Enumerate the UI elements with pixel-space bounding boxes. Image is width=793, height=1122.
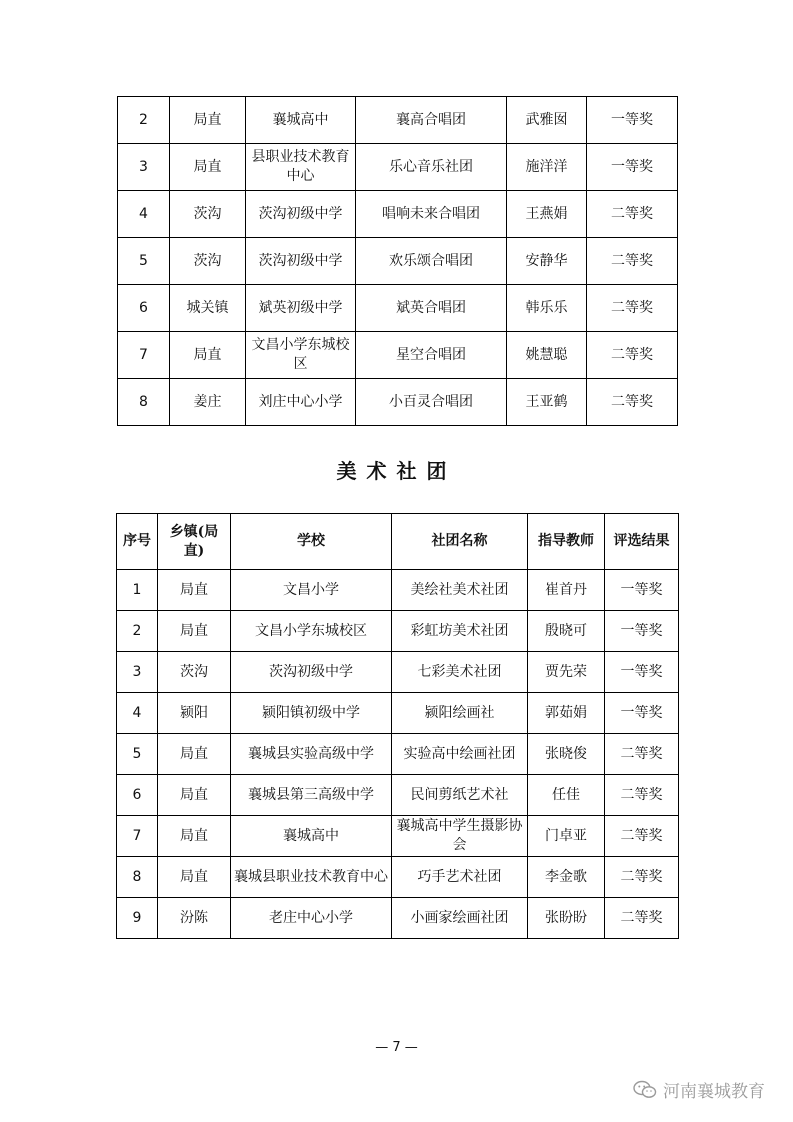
cell-index: 5 bbox=[118, 238, 170, 285]
cell-result: 二等奖 bbox=[605, 816, 679, 857]
header-school: 学校 bbox=[231, 514, 392, 570]
cell-club-name: 斌英合唱团 bbox=[356, 285, 507, 332]
table-row bbox=[118, 191, 678, 238]
cell-index: 1 bbox=[117, 570, 158, 611]
cell-town: 茨沟 bbox=[170, 238, 246, 285]
cell-result: 二等奖 bbox=[587, 332, 678, 379]
table-row bbox=[117, 857, 679, 898]
table-row bbox=[117, 734, 679, 775]
cell-school: 颍阳镇初级中学 bbox=[231, 693, 392, 734]
cell-club-name: 襄城高中学生摄影协会 bbox=[392, 816, 528, 857]
cell-index: 6 bbox=[118, 285, 170, 332]
cell-school: 茨沟初级中学 bbox=[246, 238, 356, 285]
wechat-icon bbox=[633, 1080, 657, 1100]
watermark-text: 河南襄城教育 bbox=[663, 1082, 765, 1102]
cell-club-name: 美绘社美术社团 bbox=[392, 570, 528, 611]
table-row bbox=[118, 332, 678, 379]
cell-club-name: 乐心音乐社团 bbox=[356, 144, 507, 191]
cell-teacher: 张晓俊 bbox=[528, 734, 605, 775]
table-row bbox=[117, 693, 679, 734]
page-number: — 7 — bbox=[375, 1040, 418, 1055]
table-row bbox=[118, 144, 678, 191]
art-club-results-body bbox=[117, 570, 679, 939]
cell-index: 7 bbox=[117, 816, 158, 857]
cell-result: 二等奖 bbox=[605, 775, 679, 816]
cell-index: 8 bbox=[117, 857, 158, 898]
table-row bbox=[118, 285, 678, 332]
table-row bbox=[118, 97, 678, 144]
cell-result: 二等奖 bbox=[587, 238, 678, 285]
cell-result: 一等奖 bbox=[605, 611, 679, 652]
header-club-name: 社团名称 bbox=[392, 514, 528, 570]
cell-town: 局直 bbox=[158, 611, 231, 652]
cell-town: 茨沟 bbox=[158, 652, 231, 693]
cell-club-name: 星空合唱团 bbox=[356, 332, 507, 379]
cell-index: 7 bbox=[118, 332, 170, 379]
cell-index: 6 bbox=[117, 775, 158, 816]
cell-result: 二等奖 bbox=[587, 379, 678, 426]
cell-school: 襄城高中 bbox=[231, 816, 392, 857]
cell-result: 二等奖 bbox=[587, 191, 678, 238]
cell-index: 3 bbox=[117, 652, 158, 693]
cell-club-name: 唱响未来合唱团 bbox=[356, 191, 507, 238]
cell-result: 一等奖 bbox=[587, 144, 678, 191]
cell-club-name: 小百灵合唱团 bbox=[356, 379, 507, 426]
header-result: 评选结果 bbox=[605, 514, 679, 570]
header-town: 乡镇(局直) bbox=[158, 514, 231, 570]
cell-teacher: 安静华 bbox=[507, 238, 587, 285]
table-header-row bbox=[117, 514, 679, 570]
cell-school: 斌英初级中学 bbox=[246, 285, 356, 332]
table-row bbox=[117, 611, 679, 652]
cell-index: 8 bbox=[118, 379, 170, 426]
cell-school: 茨沟初级中学 bbox=[231, 652, 392, 693]
watermark bbox=[633, 1077, 765, 1102]
cell-school: 茨沟初级中学 bbox=[246, 191, 356, 238]
cell-club-name: 七彩美术社团 bbox=[392, 652, 528, 693]
cell-school: 县职业技术教育中心 bbox=[246, 144, 356, 191]
cell-teacher: 施洋洋 bbox=[507, 144, 587, 191]
cell-town: 颍阳 bbox=[158, 693, 231, 734]
cell-result: 一等奖 bbox=[587, 97, 678, 144]
table-row bbox=[118, 379, 678, 426]
table-row bbox=[117, 898, 679, 939]
cell-club-name: 实验高中绘画社团 bbox=[392, 734, 528, 775]
cell-teacher: 王亚鹤 bbox=[507, 379, 587, 426]
cell-teacher: 张盼盼 bbox=[528, 898, 605, 939]
cell-club-name: 颍阳绘画社 bbox=[392, 693, 528, 734]
table-row bbox=[117, 652, 679, 693]
cell-school: 文昌小学 bbox=[231, 570, 392, 611]
cell-result: 一等奖 bbox=[605, 693, 679, 734]
cell-result: 二等奖 bbox=[605, 734, 679, 775]
cell-town: 局直 bbox=[158, 857, 231, 898]
cell-index: 3 bbox=[118, 144, 170, 191]
cell-teacher: 任佳 bbox=[528, 775, 605, 816]
cell-town: 局直 bbox=[158, 734, 231, 775]
cell-town: 城关镇 bbox=[170, 285, 246, 332]
choir-results-body bbox=[118, 97, 678, 426]
cell-school: 文昌小学东城校区 bbox=[246, 332, 356, 379]
table-row bbox=[117, 570, 679, 611]
cell-index: 9 bbox=[117, 898, 158, 939]
cell-index: 5 bbox=[117, 734, 158, 775]
cell-town: 局直 bbox=[170, 144, 246, 191]
section-title: 美术社团 bbox=[336, 459, 457, 483]
cell-town: 姜庄 bbox=[170, 379, 246, 426]
cell-result: 二等奖 bbox=[587, 285, 678, 332]
cell-school: 襄城高中 bbox=[246, 97, 356, 144]
table-row bbox=[117, 816, 679, 857]
cell-club-name: 巧手艺术社团 bbox=[392, 857, 528, 898]
cell-result: 一等奖 bbox=[605, 652, 679, 693]
cell-town: 局直 bbox=[170, 97, 246, 144]
cell-index: 4 bbox=[117, 693, 158, 734]
table-row bbox=[118, 238, 678, 285]
cell-town: 汾陈 bbox=[158, 898, 231, 939]
cell-town: 局直 bbox=[158, 775, 231, 816]
cell-result: 二等奖 bbox=[605, 898, 679, 939]
cell-club-name: 民间剪纸艺术社 bbox=[392, 775, 528, 816]
cell-school: 襄城县职业技术教育中心 bbox=[231, 857, 392, 898]
cell-club-name: 彩虹坊美术社团 bbox=[392, 611, 528, 652]
choir-results-table bbox=[117, 96, 678, 426]
cell-result: 二等奖 bbox=[605, 857, 679, 898]
cell-teacher: 韩乐乐 bbox=[507, 285, 587, 332]
cell-result: 一等奖 bbox=[605, 570, 679, 611]
header-teacher: 指导教师 bbox=[528, 514, 605, 570]
table-row bbox=[117, 775, 679, 816]
cell-club-name: 欢乐颂合唱团 bbox=[356, 238, 507, 285]
cell-school: 老庄中心小学 bbox=[231, 898, 392, 939]
cell-index: 2 bbox=[117, 611, 158, 652]
cell-teacher: 崔首丹 bbox=[528, 570, 605, 611]
art-club-results-table bbox=[116, 513, 679, 939]
cell-town: 茨沟 bbox=[170, 191, 246, 238]
cell-town: 局直 bbox=[158, 570, 231, 611]
cell-teacher: 武雅囡 bbox=[507, 97, 587, 144]
cell-teacher: 王燕娟 bbox=[507, 191, 587, 238]
cell-index: 2 bbox=[118, 97, 170, 144]
cell-teacher: 李金歌 bbox=[528, 857, 605, 898]
cell-school: 襄城县第三高级中学 bbox=[231, 775, 392, 816]
cell-school: 文昌小学东城校区 bbox=[231, 611, 392, 652]
header-index: 序号 bbox=[117, 514, 158, 570]
cell-town: 局直 bbox=[158, 816, 231, 857]
cell-school: 刘庄中心小学 bbox=[246, 379, 356, 426]
cell-teacher: 贾先荣 bbox=[528, 652, 605, 693]
cell-teacher: 姚慧聪 bbox=[507, 332, 587, 379]
cell-teacher: 门卓亚 bbox=[528, 816, 605, 857]
cell-club-name: 襄高合唱团 bbox=[356, 97, 507, 144]
cell-teacher: 殷晓可 bbox=[528, 611, 605, 652]
cell-school: 襄城县实验高级中学 bbox=[231, 734, 392, 775]
cell-teacher: 郭茹娟 bbox=[528, 693, 605, 734]
cell-town: 局直 bbox=[170, 332, 246, 379]
cell-index: 4 bbox=[118, 191, 170, 238]
cell-club-name: 小画家绘画社团 bbox=[392, 898, 528, 939]
